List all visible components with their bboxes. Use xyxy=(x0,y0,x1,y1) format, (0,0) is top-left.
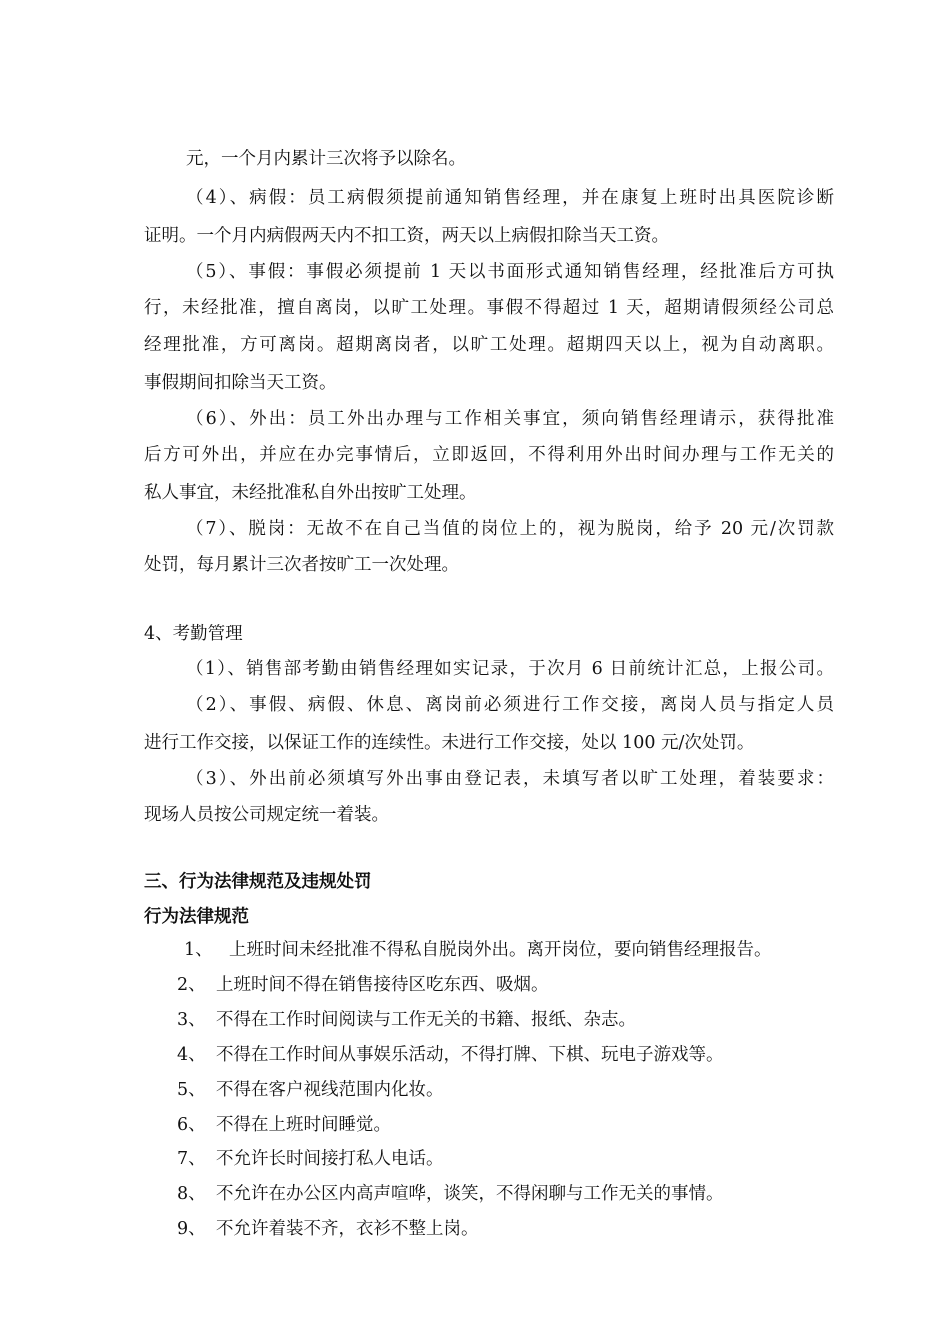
paragraph-going-out-line-1: （6）、外出：员工外出办理与工作相关事宜，须向销售经理请示，获得批准 xyxy=(186,409,834,429)
paragraph-personal-leave-line-2: 行，未经批准，擅自离岗，以旷工处理。事假不得超过 1 天，超期请假须经公司总 xyxy=(144,298,834,318)
rule-number: 5、 xyxy=(177,1080,206,1100)
paragraph-going-out-line-3: 私人事宜，未经批准私自外出按旷工处理。 xyxy=(144,483,477,503)
section-subtitle: 行为法律规范 xyxy=(144,907,249,927)
paragraph-absence-line-2: 处罚，每月累计三次者按旷工一次处理。 xyxy=(144,555,459,575)
rule-number: 1、 xyxy=(184,940,213,960)
rule-number: 6、 xyxy=(177,1115,206,1135)
rule-text: 上班时间不得在销售接待区吃东西、吸烟。 xyxy=(216,975,549,995)
section-title: 三、行为法律规范及违规处罚 xyxy=(144,872,372,892)
rule-text: 不允许在办公区内高声喧哗，谈笑，不得闲聊与工作无关的事情。 xyxy=(216,1184,724,1204)
paragraph-absence-line-1: （7）、脱岗：无故不在自己当值的岗位上的，视为脱岗，给予 20 元/次罚款 xyxy=(186,519,834,539)
rule-text: 不允许着装不齐，衣衫不整上岗。 xyxy=(216,1219,479,1239)
rule-text: 不得在工作时间阅读与工作无关的书籍、报纸、杂志。 xyxy=(216,1010,636,1030)
rule-text: 上班时间未经批准不得私自脱岗外出。离开岗位，要向销售经理报告。 xyxy=(229,940,772,960)
rule-text: 不允许长时间接打私人电话。 xyxy=(216,1149,444,1169)
attendance-item-3-line-2: 现场人员按公司规定统一着装。 xyxy=(144,805,389,825)
paragraph-line: 元，一个月内累计三次将予以除名。 xyxy=(186,149,466,169)
paragraph-going-out-line-2: 后方可外出，并应在办完事情后，立即返回，不得利用外出时间办理与工作无关的 xyxy=(144,445,834,465)
paragraph-personal-leave-line-1: （5）、事假：事假必须提前 1 天以书面形式通知销售经理，经批准后方可执 xyxy=(186,262,834,282)
attendance-item-2-line-2: 进行工作交接，以保证工作的连续性。未进行工作交接，处以 100 元/次处罚。 xyxy=(144,733,755,753)
paragraph-personal-leave-line-4: 事假期间扣除当天工资。 xyxy=(144,373,337,393)
attendance-title: 4、考勤管理 xyxy=(144,624,243,644)
attendance-item-2-line-1: （2）、事假、病假、休息、离岗前必须进行工作交接，离岗人员与指定人员 xyxy=(186,695,834,715)
paragraph-personal-leave-line-3: 经理批准，方可离岗。超期离岗者，以旷工处理。超期四天以上，视为自动离职。 xyxy=(144,335,834,355)
paragraph-sick-leave-line-1: （4）、病假：员工病假须提前通知销售经理，并在康复上班时出具医院诊断 xyxy=(186,188,834,208)
rule-number: 7、 xyxy=(177,1149,206,1169)
rule-text: 不得在客户视线范围内化妆。 xyxy=(216,1080,444,1100)
paragraph-sick-leave-line-2: 证明。一个月内病假两天内不扣工资，两天以上病假扣除当天工资。 xyxy=(144,226,669,246)
rule-number: 2、 xyxy=(177,975,206,995)
rule-number: 9、 xyxy=(177,1219,206,1239)
rule-number: 8、 xyxy=(177,1184,206,1204)
attendance-item-1: （1）、销售部考勤由销售经理如实记录，于次月 6 日前统计汇总，上报公司。 xyxy=(186,659,834,679)
rule-number: 3、 xyxy=(177,1010,206,1030)
rule-text: 不得在工作时间从事娱乐活动，不得打牌、下棋、玩电子游戏等。 xyxy=(216,1045,724,1065)
rule-text: 不得在上班时间睡觉。 xyxy=(216,1115,391,1135)
rule-number: 4、 xyxy=(177,1045,206,1065)
attendance-item-3-line-1: （3）、外出前必须填写外出事由登记表，未填写者以旷工处理，着装要求： xyxy=(186,769,834,789)
